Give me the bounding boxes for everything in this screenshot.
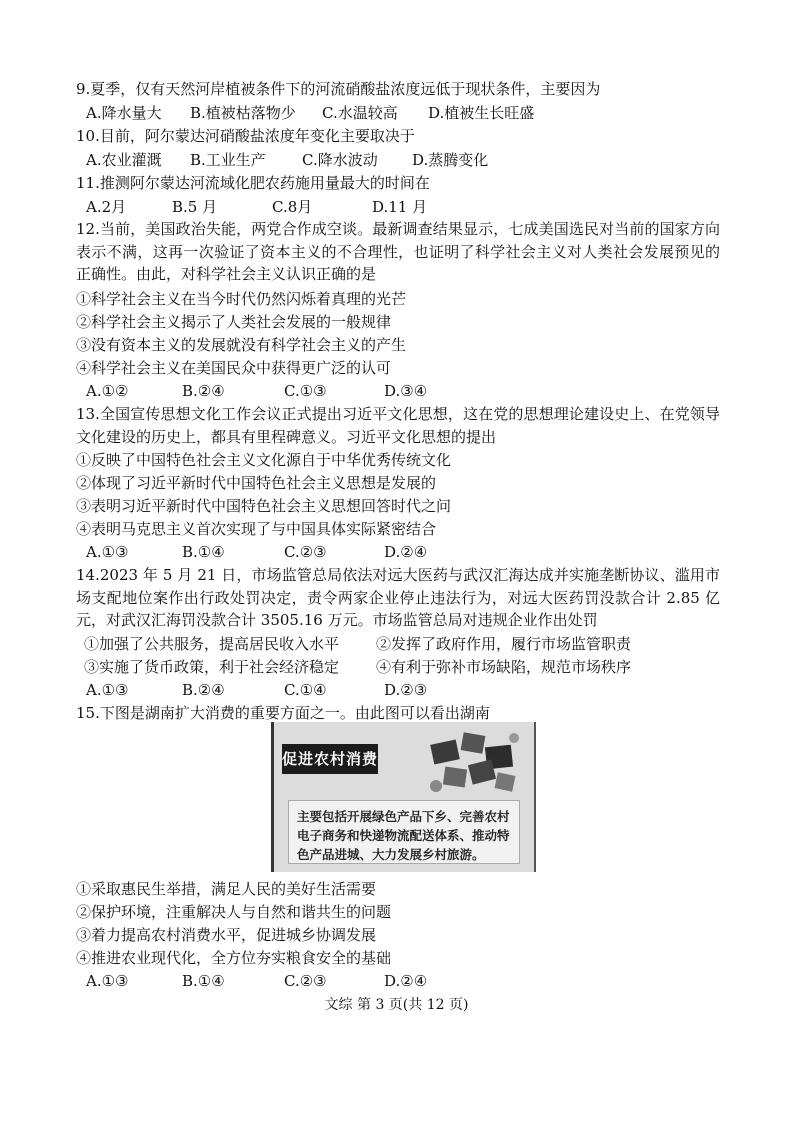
question-10-stem: 10.目前，阿尔蒙达河硝酸盐浓度年变化主要取决于 xyxy=(76,127,415,145)
page-footer: 文综 第 3 页(共 12 页) xyxy=(324,997,469,1013)
option-d: D.植被生长旺盛 xyxy=(428,104,535,122)
option-b: B.②④ xyxy=(182,382,225,400)
option-c: C.8月 xyxy=(272,198,313,216)
option-c: C.①④ xyxy=(284,681,327,699)
statement-2: ②发挥了政府作用，履行市场监管职责 xyxy=(376,635,632,653)
statement-4: ④表明马克思主义首次实现了与中国具体实际紧密结合 xyxy=(76,520,437,538)
statement-2: ②体现了习近平新时代中国特色社会主义思想是发展的 xyxy=(76,474,437,492)
option-d: D.②③ xyxy=(384,681,428,699)
option-c: C.②③ xyxy=(284,543,327,561)
statement-1: ①采取惠民生举措，满足人民的美好生活需要 xyxy=(76,880,377,898)
option-a: A.2月 xyxy=(86,198,127,216)
question-12-stem: 12.当前，美国政治失能，两党合作成空谈。最新调查结果显示，七成美国选民对当前的国家方向表示不满，这再一次验证了资本主义的不合理性，也证明了科学社会主义对人类社会发展预见的正确性。由此，对科学社会主义认识正确的是 xyxy=(76,220,720,283)
option-d: D.②④ xyxy=(384,972,428,990)
figure-caption: 主要包括开展绿色产品下乡、完善农村电子商务和快递物流配送体系、推动特色产品进城、大力发展乡村旅游。 xyxy=(288,800,520,864)
option-c: C.水温较高 xyxy=(322,104,398,122)
statement-1: ①反映了中国特色社会主义文化源自于中华优秀传统文化 xyxy=(76,451,452,469)
statement-1: ①加强了公共服务，提高居民收入水平 xyxy=(84,635,340,653)
option-a: A.①② xyxy=(86,382,129,400)
option-c: C.降水波动 xyxy=(302,151,378,169)
option-b: B.工业生产 xyxy=(190,151,266,169)
question-15-stem: 15.下图是湖南扩大消费的重要方面之一。由此图可以看出湖南 xyxy=(76,704,490,722)
statement-3: ③实施了货币政策，利于社会经济稳定 xyxy=(84,658,340,676)
statement-2: ②科学社会主义揭示了人类社会发展的一般规律 xyxy=(76,313,392,331)
question-14-stem: 14.2023 年 5 月 21 日，市场监管总局依法对远大医药与武汉汇海达成并实施垄断协议、滥用市场支配地位案作出行政处罚决定，责令两家企业停止违法行为，对远大医药罚没款合计 2.85 亿元，对武汉汇海罚没款合计 3505.16 万元。市场监管总局对违规企业作出处罚 xyxy=(76,566,720,629)
rural-consumption-figure xyxy=(271,722,536,872)
statement-4: ④科学社会主义在美国民众中获得更广泛的认可 xyxy=(76,359,392,377)
option-b: B.②④ xyxy=(182,681,225,699)
statement-4: ④推进农业现代化，全方位夯实粮食安全的基础 xyxy=(76,949,392,967)
products-illustration-icon xyxy=(424,728,524,800)
statement-4: ④有利于弥补市场缺陷，规范市场秩序 xyxy=(376,658,632,676)
statement-3: ③没有资本主义的发展就没有科学社会主义的产生 xyxy=(76,336,407,354)
question-9-stem: 9.夏季，仅有天然河岸植被条件下的河流硝酸盐浓度远低于现状条件，主要因为 xyxy=(76,80,601,98)
option-d: D.③④ xyxy=(384,382,428,400)
option-a: A.①③ xyxy=(86,543,129,561)
option-b: B.①④ xyxy=(182,543,225,561)
option-d: D.11 月 xyxy=(372,198,428,216)
question-13-stem: 13.全国宣传思想文化工作会议正式提出习近平文化思想，这在党的思想理论建设史上、在党领导文化建设的历史上，都具有里程碑意义。习近平文化思想的提出 xyxy=(76,405,720,446)
question-11-stem: 11.推测阿尔蒙达河流域化肥农药施用量最大的时间在 xyxy=(76,174,430,192)
option-a: A.①③ xyxy=(86,681,129,699)
option-c: C.②③ xyxy=(284,972,327,990)
statement-1: ①科学社会主义在当今时代仍然闪烁着真理的光芒 xyxy=(76,290,407,308)
option-a: A.降水量大 xyxy=(86,104,162,122)
statement-2: ②保护环境，注重解决人与自然和谐共生的问题 xyxy=(76,903,392,921)
option-c: C.①③ xyxy=(284,382,327,400)
figure-banner: 促进农村消费 xyxy=(282,744,378,774)
option-a: A.农业灌溉 xyxy=(86,151,162,169)
option-b: B.5 月 xyxy=(172,198,218,216)
statement-3: ③着力提高农村消费水平，促进城乡协调发展 xyxy=(76,926,377,944)
option-b: B.①④ xyxy=(182,972,225,990)
option-d: D.②④ xyxy=(384,543,428,561)
option-a: A.①③ xyxy=(86,972,129,990)
statement-3: ③表明习近平新时代中国特色社会主义思想回答时代之问 xyxy=(76,497,452,515)
option-d: D.蒸腾变化 xyxy=(412,151,489,169)
option-b: B.植被枯落物少 xyxy=(190,104,296,122)
